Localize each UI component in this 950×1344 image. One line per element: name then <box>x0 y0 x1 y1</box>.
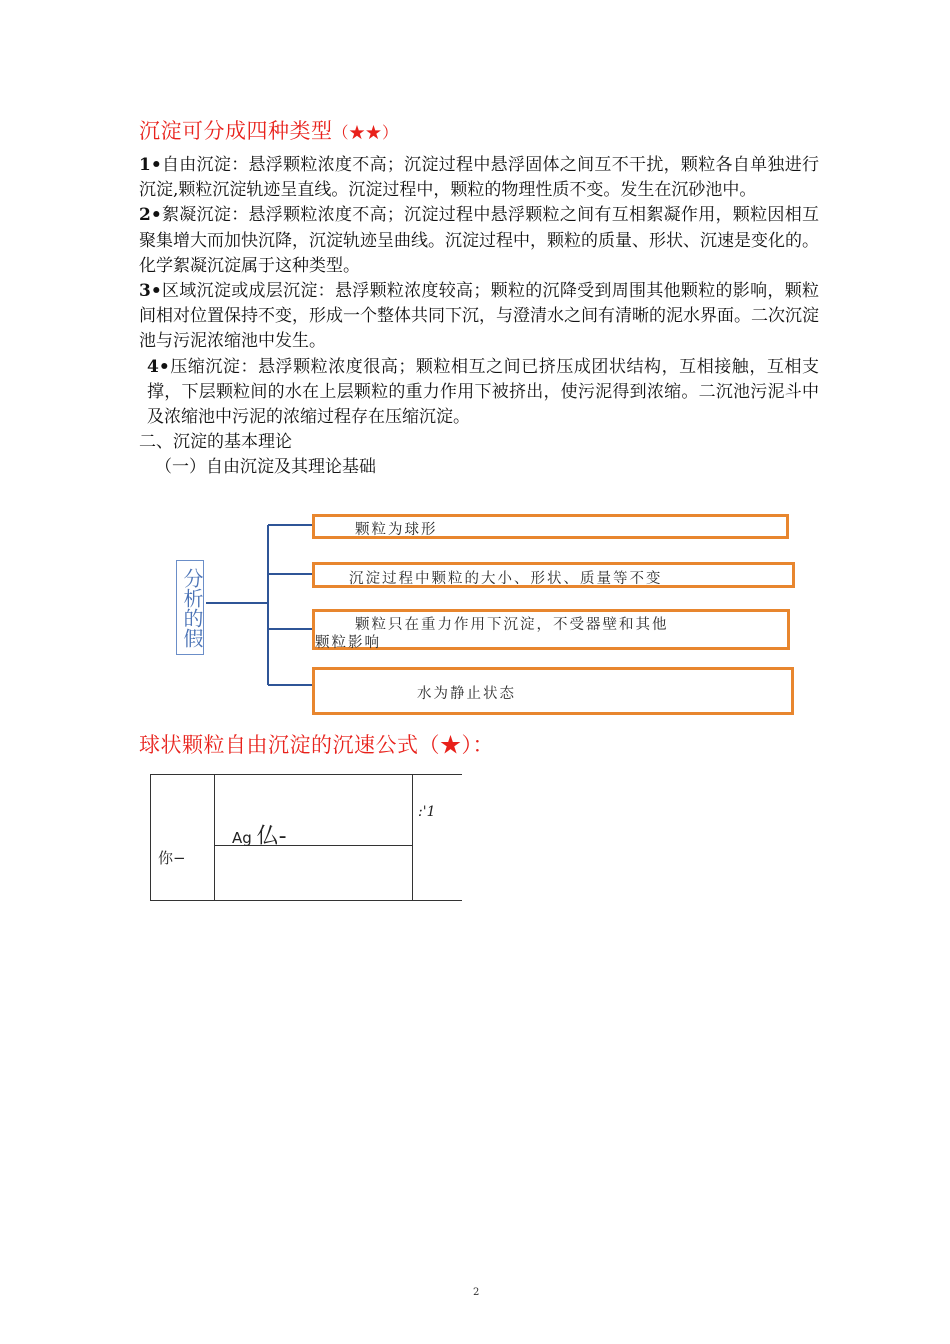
assumption-box-gravity: 颗粒只在重力作用下沉淀，不受器壁和其他 颗粒影响 <box>312 609 790 650</box>
assumption-box-unchanged: 沉淀过程中颗粒的大小、形状、质量等不变 <box>312 562 795 588</box>
paragraph-flocculent-settling: 2•絮凝沉淀：悬浮颗粒浓度不高；沉淀过程中悬浮颗粒之间有互相絮凝作用，颗粒因相互聚集增大而加快沉降，沉淀轨迹呈曲线。沉淀过程中，颗粒的质量、形状、沉速是变化的。化学絮凝沉淀属于这种类型。 <box>139 205 819 276</box>
formula-title: 球状颗粒自由沉淀的沉速公式 <box>139 733 419 757</box>
formula-left-term: 你− <box>158 849 186 867</box>
table-border <box>150 774 151 900</box>
paragraph-free-settling: 1•自由沉淀：悬浮颗粒浓度不高；沉淀过程中悬浮固体之间互不干扰，颗粒各自单独进行沉淀,颗粒沉淀轨迹呈直线。沉淀过程中，颗粒的物理性质不变。发生在沉砂池中。 <box>139 155 819 201</box>
section2-title: 二、沉淀的基本理论 <box>139 432 292 453</box>
assumption-box-still-water: 水为静止状态 <box>312 667 794 715</box>
assumption-label: 分析的假 <box>176 560 204 655</box>
importance-stars: （★）： <box>418 733 494 757</box>
formula-right-term: :'1 <box>418 804 436 820</box>
section-heading-types <box>139 115 399 145</box>
importance-stars: （★★） <box>332 123 399 142</box>
table-border <box>412 774 413 900</box>
formula-numerator: Ag 仏- <box>232 824 287 849</box>
paragraph-zone-settling: 3•区域沉淀或成层沉淀：悬浮颗粒浓度较高；颗粒的沉降受到周围其他颗粒的影响，颗粒间相对位置保持不变，形成一个整体共同下沉，与澄清水之间有清晰的泥水界面。二次沉淀池与污泥浓缩池中发生。 <box>139 281 819 352</box>
section-heading-formula <box>139 729 494 759</box>
paragraph-compression-settling: 4•压缩沉淀：悬浮颗粒浓度很高；颗粒相互之间已挤压成团状结构，互相接触，互相支撑，下层颗粒间的水在上层颗粒的重力作用下被挤出，使污泥得到浓缩。二沉池污泥斗中及浓缩池中污泥的浓缩过程存在压缩沉淀。 <box>147 356 819 428</box>
assumptions-diagram <box>170 508 810 723</box>
section-title: 沉淀可分成四种类型 <box>139 119 333 143</box>
page-number: 2 <box>473 1287 480 1298</box>
table-border <box>150 900 462 901</box>
table-border <box>214 774 215 900</box>
subsection-title: （一）自由沉淀及其理论基础 <box>155 457 376 478</box>
settling-velocity-formula <box>150 774 462 901</box>
table-border <box>150 774 462 775</box>
body-text <box>139 153 819 481</box>
assumption-box-spherical: 颗粒为球形 <box>312 514 789 539</box>
